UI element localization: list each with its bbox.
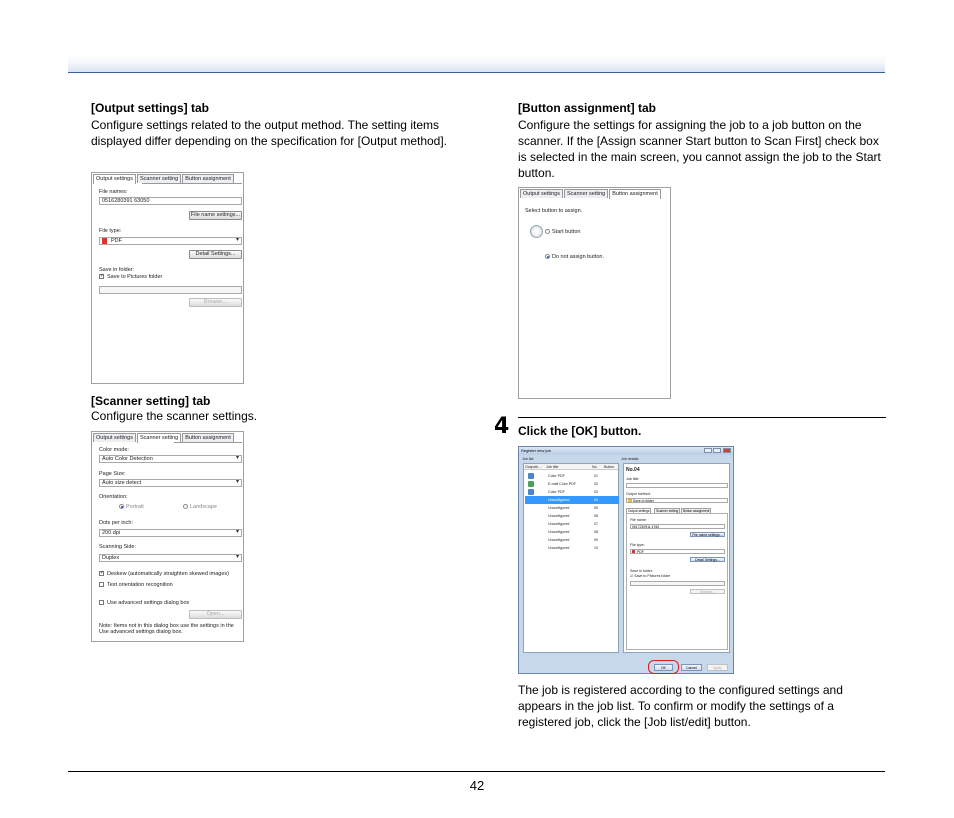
- file-names-label: File names:: [99, 189, 128, 195]
- file-type-label: File type:: [99, 228, 122, 234]
- job-title-cell: Unconfigured: [548, 546, 570, 550]
- portrait-label: Portrait: [126, 504, 144, 510]
- job-title-cell: Unconfigured: [548, 498, 570, 502]
- job-title-cell: Unconfigured: [548, 538, 570, 542]
- table-row[interactable]: [525, 480, 619, 488]
- detail-settings-button[interactable]: Detail Settings...: [690, 557, 725, 562]
- job-number-cell: 01: [594, 474, 598, 478]
- job-title-label: Job title:: [626, 477, 640, 481]
- tab-output-settings[interactable]: Output settings: [520, 189, 563, 198]
- apply-button[interactable]: Apply: [707, 664, 728, 671]
- table-row[interactable]: [525, 488, 619, 496]
- job-number-cell: 10: [594, 546, 598, 550]
- browse-button[interactable]: Browse...: [189, 298, 242, 307]
- open-button[interactable]: Open...: [189, 610, 242, 619]
- ok-button[interactable]: OK: [654, 664, 673, 671]
- file-type-select[interactable]: [630, 549, 725, 554]
- advanced-settings-checkbox[interactable]: [99, 600, 104, 605]
- file-type-select[interactable]: [99, 237, 242, 245]
- landscape-label: Landscape: [190, 504, 217, 510]
- step-number: 4: [494, 414, 510, 439]
- scanner-setting-text: Configure the scanner settings.: [91, 409, 258, 423]
- job-list[interactable]: [523, 463, 619, 653]
- start-button-icon: [530, 225, 543, 238]
- table-row[interactable]: [525, 536, 619, 544]
- col-no: No.: [592, 465, 598, 469]
- button-assignment-title: [Button assignment] tab: [518, 101, 656, 115]
- job-number-cell: 04: [594, 498, 598, 502]
- output-settings-dialog: [91, 172, 244, 384]
- save-in-folder-label: Save in folder:: [99, 267, 135, 273]
- save-to-pictures-text: Save to Pictures folder: [634, 574, 671, 578]
- table-row[interactable]: [525, 504, 619, 512]
- minimize-icon[interactable]: [704, 448, 712, 453]
- page-number: 42: [469, 778, 485, 793]
- header-rule: [68, 55, 885, 73]
- no-assign-label: Do not assign button.: [552, 254, 604, 260]
- scanner-setting-title: [Scanner setting] tab: [91, 394, 211, 408]
- no-assign-radio[interactable]: [545, 254, 550, 259]
- job-title-cell: Color PDF: [548, 474, 565, 478]
- table-row[interactable]: [525, 512, 619, 520]
- col-button: Button: [604, 465, 615, 469]
- scanner-setting-dialog: [91, 431, 244, 642]
- file-name-field[interactable]: 0617230911 4760: [630, 524, 725, 529]
- output-settings-panel: [626, 513, 728, 650]
- step-divider: [518, 417, 886, 418]
- job-number: No.04: [626, 467, 640, 473]
- folder-icon: [628, 499, 632, 502]
- pdf-icon: [632, 550, 635, 553]
- pdf-icon: [102, 238, 107, 244]
- job-icon: [528, 489, 534, 495]
- table-row[interactable]: [525, 520, 619, 528]
- deskew-checkbox[interactable]: ✓: [100, 570, 105, 576]
- file-type-label: File type:: [630, 543, 645, 547]
- table-row[interactable]: [525, 528, 619, 536]
- step-title: Click the [OK] button.: [518, 424, 642, 438]
- output-method-select[interactable]: [626, 498, 728, 503]
- cancel-button[interactable]: Cancel: [681, 664, 702, 671]
- portrait-radio[interactable]: [119, 504, 124, 509]
- output-method-value: Save to folder: [633, 499, 654, 503]
- job-title-cell: Unconfigured: [548, 506, 570, 510]
- save-in-folder-label: Save in folder:: [630, 569, 653, 573]
- table-row[interactable]: [525, 544, 619, 552]
- scanning-side-label: Scanning Side:: [99, 544, 136, 550]
- job-details-pane: [623, 463, 730, 653]
- page-size-label: Page Size:: [99, 471, 126, 477]
- output-method-label: Output method:: [626, 492, 651, 496]
- job-number-cell: 05: [594, 506, 598, 510]
- job-title-cell: Unconfigured: [548, 522, 570, 526]
- text-orientation-checkbox[interactable]: [99, 582, 104, 587]
- file-type-value: PDF: [637, 550, 644, 554]
- job-number-cell: 09: [594, 538, 598, 542]
- orientation-label: Orientation:: [99, 494, 128, 500]
- file-name-field[interactable]: 0516280391 63050: [99, 197, 242, 205]
- col-output: Outputti...: [525, 465, 541, 469]
- folder-path-field[interactable]: [99, 286, 242, 294]
- advanced-settings-label: Use advanced settings dialog box: [107, 600, 190, 606]
- register-new-job-dialog: [518, 446, 734, 674]
- job-icon: [528, 473, 534, 479]
- start-button-label: Start button: [552, 229, 581, 235]
- landscape-radio[interactable]: [183, 504, 188, 509]
- tab-button-assignment[interactable]: Button assignment: [683, 509, 710, 513]
- folder-path-field[interactable]: [630, 581, 725, 586]
- save-to-pictures-checkbox[interactable]: ✓: [100, 273, 105, 279]
- file-name-settings-button[interactable]: File name settings...: [690, 532, 725, 537]
- output-settings-text: Configure settings related to the output method. The setting items displayed differ depending on the specification for [Output method].: [91, 118, 448, 148]
- job-number-cell: 02: [594, 482, 598, 486]
- color-mode-label: Color mode:: [99, 447, 129, 453]
- tab-scanner-setting[interactable]: Scanner setting: [137, 174, 181, 183]
- tab-scanner-setting[interactable]: Scanner setting: [656, 509, 679, 513]
- deskew-label: Deskew (automatically straighten skewed images): [107, 571, 229, 577]
- job-title-cell: Unconfigured: [548, 530, 570, 534]
- job-title-field[interactable]: [626, 483, 728, 488]
- button-assignment-text: Configure the settings for assigning the job to a job button on the scanner. If the [Assign scanner Start button to Scan First] check box is selected in the main screen, you cannot assign the job to the Start button.: [518, 118, 881, 180]
- button-assignment-dialog: [518, 187, 671, 399]
- job-icon: [528, 481, 534, 487]
- job-title-cell: E-mail Color PDF: [548, 482, 576, 486]
- footer-rule: [68, 771, 885, 772]
- file-name-settings-button[interactable]: File name settings...: [190, 212, 241, 218]
- select-button-label: Select button to assign.: [525, 208, 583, 214]
- tab-output-settings[interactable]: Output settings: [93, 174, 136, 184]
- dpi-select[interactable]: 200 dpi ▾: [99, 529, 242, 537]
- tab-button-assignment[interactable]: Button assignment: [609, 189, 661, 199]
- ok-button-highlight: [648, 660, 679, 674]
- job-list-label: Job list:: [522, 457, 535, 461]
- tab-button-assignment[interactable]: Button assignment: [182, 174, 234, 183]
- tab-output-settings[interactable]: Output settings: [93, 433, 136, 442]
- tab-scanner-setting[interactable]: Scanner setting: [564, 189, 608, 198]
- close-icon[interactable]: [723, 448, 731, 453]
- file-type-value: PDF: [111, 238, 122, 244]
- note-text: Note: Items not in this dialog box use the settings in the Use advanced settings dialog box.: [99, 623, 234, 635]
- start-button-radio[interactable]: [545, 229, 550, 234]
- step-result-text: The job is registered according to the configured settings and appears in the job list. To confirm or modify the settings of a registered job, click the [Job list/edit] button.: [518, 683, 843, 729]
- tab-output-settings[interactable]: Output settings: [628, 509, 650, 513]
- job-number-cell: 03: [594, 490, 598, 494]
- job-details-label: Job details:: [621, 457, 640, 461]
- save-to-pictures-label: Save to Pictures folder: [107, 274, 163, 280]
- job-number-cell: 06: [594, 514, 598, 518]
- dpi-label: Dots per inch:: [99, 520, 133, 526]
- maximize-icon[interactable]: [713, 448, 721, 453]
- tab-button-assignment[interactable]: Button assignment: [182, 433, 234, 442]
- browse-button[interactable]: Browse...: [690, 589, 725, 594]
- col-job-title: Job title: [546, 465, 559, 469]
- page-size-select[interactable]: Auto size detect ▾: [99, 479, 242, 487]
- job-title-cell: Color PDF: [548, 490, 565, 494]
- save-to-pictures-label: ☑ Save to Pictures folder: [630, 574, 671, 578]
- table-row[interactable]: [525, 496, 619, 504]
- table-row[interactable]: [525, 472, 619, 480]
- dialog-title: Register new job: [521, 448, 551, 453]
- color-mode-select[interactable]: Auto Color Detection ▾: [99, 455, 242, 463]
- text-orientation-label: Text orientation recognition: [107, 582, 173, 588]
- scanning-side-select[interactable]: Duplex ▾: [99, 554, 242, 562]
- job-number-cell: 08: [594, 530, 598, 534]
- job-title-cell: Unconfigured: [548, 514, 570, 518]
- tab-scanner-setting[interactable]: Scanner setting: [137, 433, 181, 443]
- job-number-cell: 07: [594, 522, 598, 526]
- detail-settings-button[interactable]: Detail Settings...: [189, 250, 242, 259]
- output-settings-title: [Output settings] tab: [91, 101, 209, 115]
- file-name-label: File name:: [630, 518, 647, 522]
